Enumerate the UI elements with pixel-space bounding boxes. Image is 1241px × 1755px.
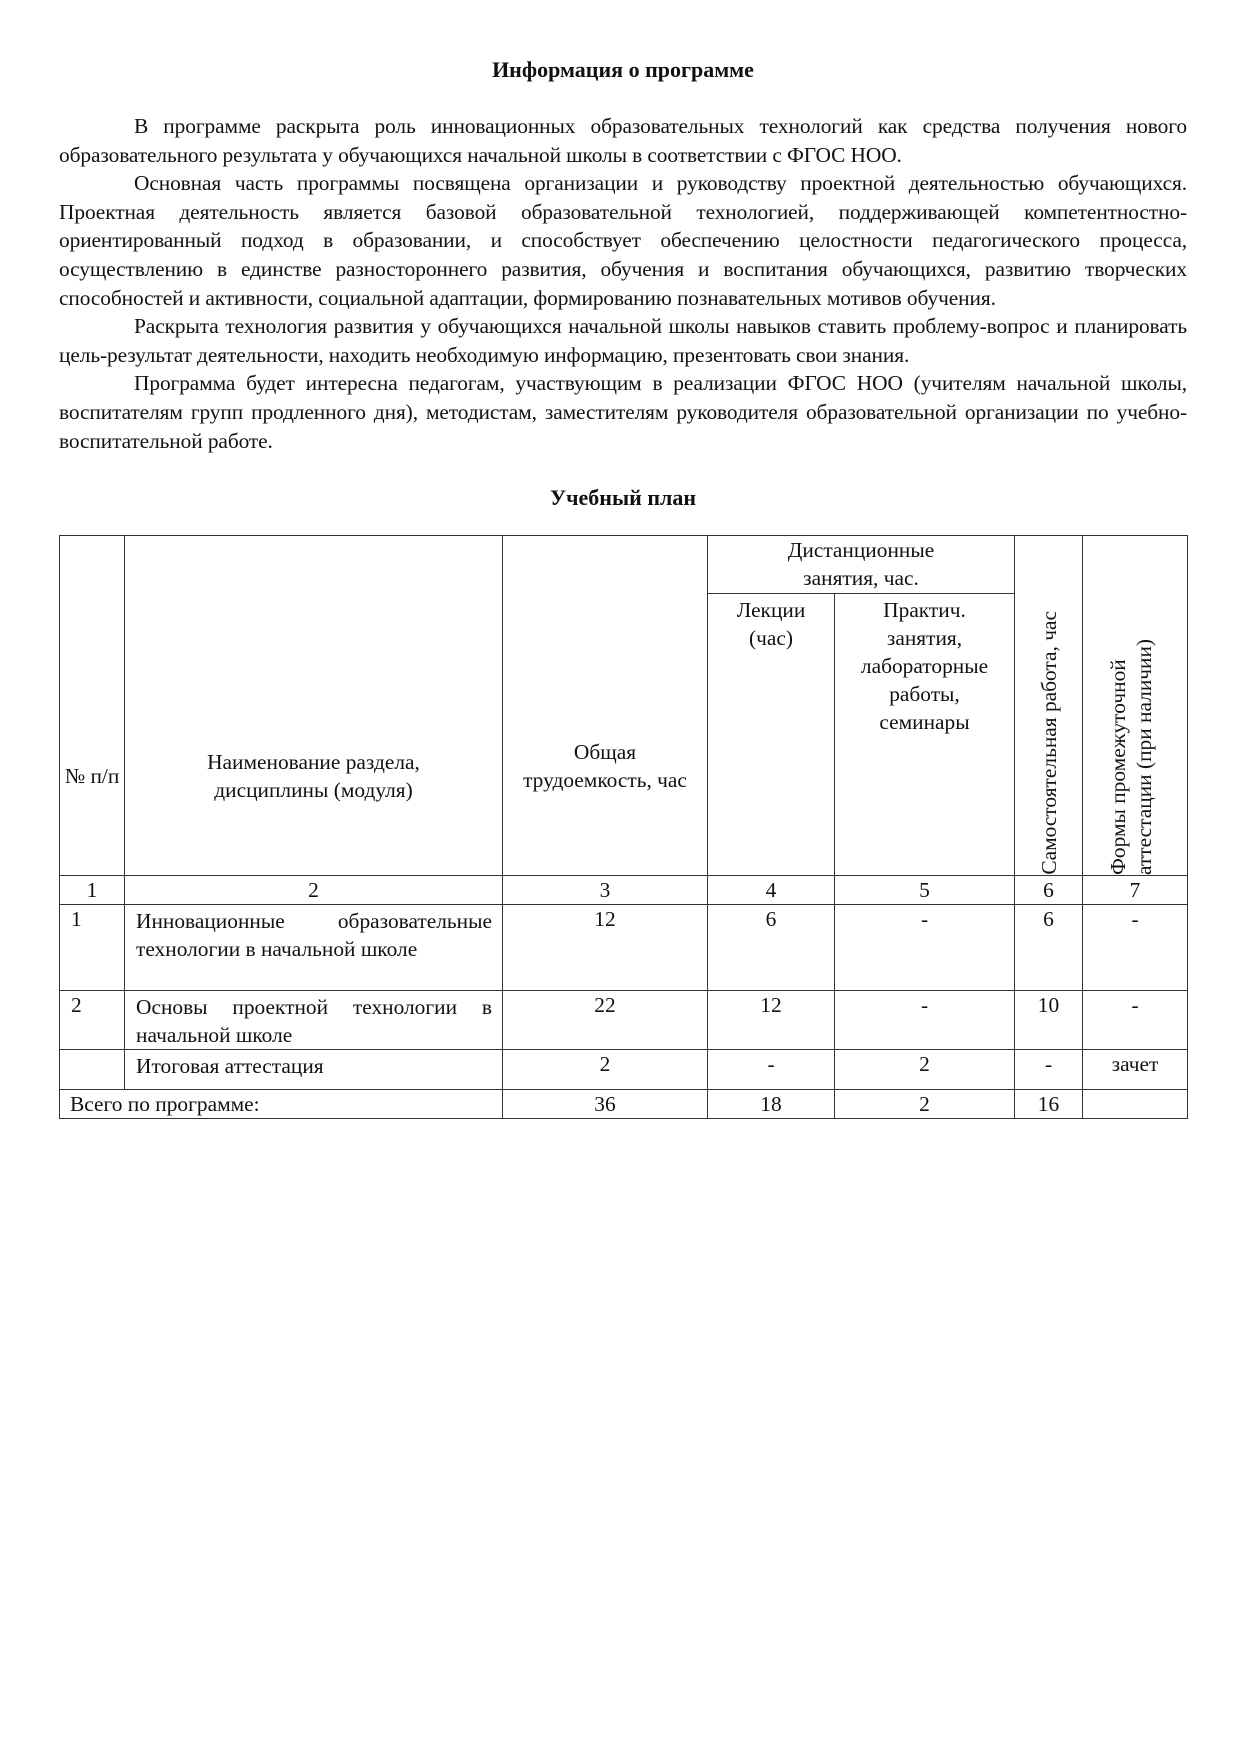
header-practice [835, 594, 1015, 876]
header-self-text: Самостоятельная работа, час [1036, 611, 1061, 876]
row-name: Инновационные образовательные технологии в начальной школе [125, 905, 503, 991]
header-practice-text: Практич. занятия, лабораторные работы, семинары [860, 598, 989, 735]
header-row [60, 536, 1188, 594]
plan-title: Учебный план [549, 485, 697, 511]
row-num: 1 [60, 905, 125, 991]
program-description [59, 112, 1187, 455]
column-number-row [60, 876, 1188, 905]
row-lectures: - [708, 1050, 835, 1090]
row-total: 12 [503, 905, 708, 991]
row-forms: - [1083, 905, 1188, 991]
row-total: 22 [503, 991, 708, 1050]
header-distance [708, 536, 1015, 594]
total-practice: 2 [835, 1090, 1015, 1119]
header-num-text: № п/п [64, 763, 120, 788]
row-forms: - [1083, 991, 1188, 1050]
total-total: 36 [503, 1090, 708, 1119]
header-lectures [708, 594, 835, 876]
row-forms: зачет [1083, 1050, 1188, 1090]
total-forms [1083, 1090, 1188, 1119]
header-lectures-text: Лекции (час) [736, 598, 806, 651]
header-forms-text: Формы промежуточной аттестации (при наличии) [1106, 639, 1156, 876]
total-row [60, 1090, 1188, 1119]
row-practice: - [835, 905, 1015, 991]
row-self: 10 [1015, 991, 1083, 1050]
header-self [1015, 536, 1083, 876]
col-number: 1 [60, 876, 125, 905]
header-name-text: Наименование раздела, дисциплины (модуля) [207, 749, 420, 802]
row-num: 2 [60, 991, 125, 1050]
document-page [59, 56, 1187, 1119]
col-number: 5 [835, 876, 1015, 905]
paragraph: В программе раскрыта роль инновационных образовательных технологий как средства получения нового образовательного результата у обучающихся начальной школы в соответствии с ФГОС НОО. [59, 114, 1187, 167]
header-distance-text: Дистанционные занятия, час. [787, 538, 935, 591]
header-total-text: Общая трудоемкость, час [523, 739, 687, 792]
row-name: Основы проектной технологии в начальной школе [125, 991, 503, 1050]
header-name [125, 536, 503, 876]
total-self: 16 [1015, 1090, 1083, 1119]
table-row [60, 1050, 1188, 1090]
row-practice: 2 [835, 1050, 1015, 1090]
row-num [60, 1050, 125, 1090]
table-row [60, 905, 1188, 991]
row-lectures: 6 [708, 905, 835, 991]
col-number: 6 [1015, 876, 1083, 905]
paragraph: Программа будет интересна педагогам, участвующим в реализации ФГОС НОО (учителям начальной школы, воспитателям групп продленного дня), методистам, заместителям руководителя образовательной организации по учебно-воспитательной работе. [59, 371, 1187, 453]
curriculum-table [59, 535, 1188, 1119]
header-num [60, 536, 125, 876]
row-total: 2 [503, 1050, 708, 1090]
row-lectures: 12 [708, 991, 835, 1050]
header-total [503, 536, 708, 876]
row-name: Итоговая аттестация [125, 1050, 503, 1090]
col-number: 3 [503, 876, 708, 905]
table-row [60, 991, 1188, 1050]
paragraph: Раскрыта технология развития у обучающихся начальной школы навыков ставить проблему-вопрос и планировать цель-результат деятельности, находить необходимую информацию, презентовать свои знания. [59, 314, 1187, 367]
col-number: 4 [708, 876, 835, 905]
row-self: - [1015, 1050, 1083, 1090]
info-title: Информация о программе [492, 57, 754, 82]
col-number: 2 [125, 876, 503, 905]
row-self: 6 [1015, 905, 1083, 991]
total-label: Всего по программе: [60, 1090, 503, 1119]
col-number: 7 [1083, 876, 1188, 905]
total-lectures: 18 [708, 1090, 835, 1119]
header-forms [1083, 536, 1188, 876]
paragraph: Основная часть программы посвящена организации и руководству проектной деятельностью обучающихся. Проектная деятельность является базовой образовательной технологией, поддерживающей компетентностно-ориентированный подход в образовании, и способствует обеспечению целостности педагогического процесса, осуществлению в единстве разностороннего развития, обучения и воспитания обучающихся, развитию творческих способностей и активности, социальной адаптации, формированию познавательных мотивов обучения. [59, 171, 1187, 310]
row-practice: - [835, 991, 1015, 1050]
